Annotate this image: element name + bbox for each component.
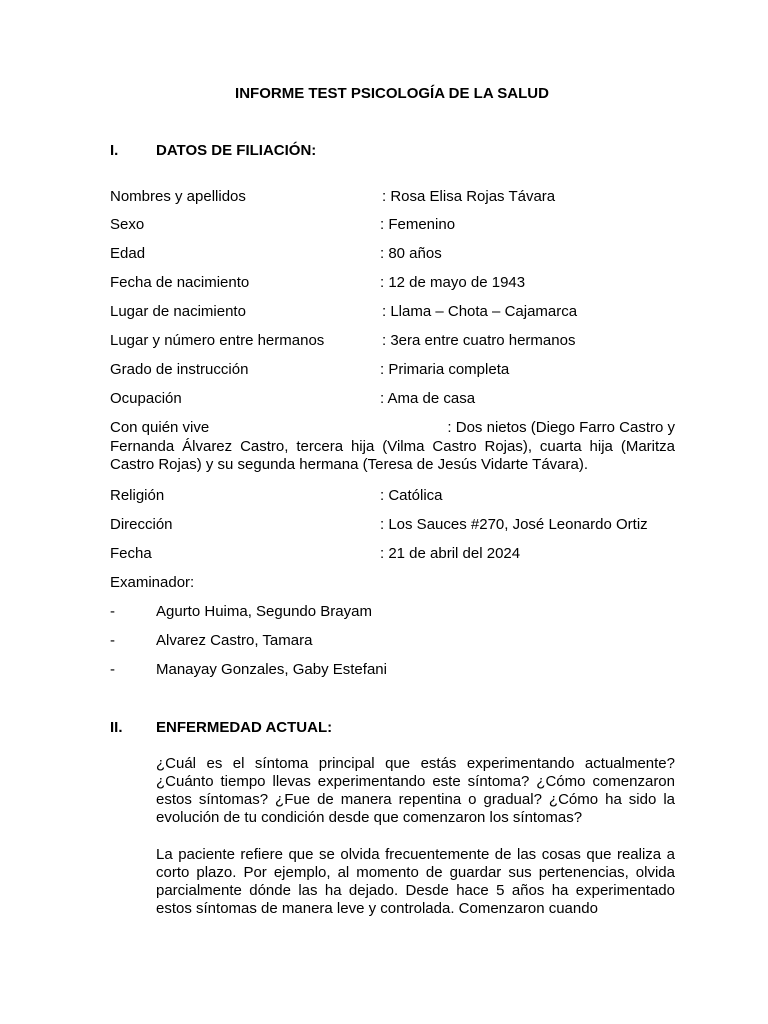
label-ocupacion: Ocupación	[110, 390, 182, 407]
section-number-1: I.	[110, 142, 119, 159]
examinador-name: Agurto Huima, Segundo Brayam	[156, 603, 372, 620]
document-title: INFORME TEST PSICOLOGÍA DE LA SALUD	[235, 85, 549, 102]
label-examinador: Examinador:	[110, 574, 195, 591]
value-instruccion: : Primaria completa	[380, 361, 510, 378]
value-nombres: : Rosa Elisa Rojas Távara	[382, 188, 556, 205]
value-lugar-nacimiento: : Llama – Chota – Cajamarca	[382, 303, 578, 320]
value-direccion: : Los Sauces #270, José Leonardo Ortiz	[380, 516, 648, 533]
examinador-name: Alvarez Castro, Tamara	[156, 632, 313, 649]
label-con-quien-vive: Con quién vive	[110, 419, 210, 436]
examinador-dash: -	[110, 661, 115, 678]
section-heading-datos: DATOS DE FILIACIÓN:	[156, 142, 317, 159]
label-fecha-nacimiento: Fecha de nacimiento	[110, 274, 250, 291]
label-religion: Religión	[110, 487, 165, 504]
value-edad: : 80 años	[380, 245, 442, 262]
value-ocupacion: : Ama de casa	[380, 390, 476, 407]
value-con-quien-vive-line1: : Dos nietos (Diego Farro Castro y	[447, 419, 675, 436]
examinador-dash: -	[110, 603, 115, 620]
examinador-name: Manayay Gonzales, Gaby Estefani	[156, 661, 387, 678]
label-instruccion: Grado de instrucción	[110, 361, 249, 378]
section-number-2: II.	[110, 719, 123, 736]
section-heading-enfermedad: ENFERMEDAD ACTUAL:	[156, 719, 333, 736]
examinador-dash: -	[110, 632, 115, 649]
label-lugar-nacimiento: Lugar de nacimiento	[110, 303, 246, 320]
label-edad: Edad	[110, 245, 146, 262]
label-nombres: Nombres y apellidos	[110, 188, 246, 205]
value-fecha-nacimiento: : 12 de mayo de 1943	[380, 274, 526, 291]
paragraph-patient-report: La paciente refiere que se olvida frecuentemente de las cosas que realiza a corto plazo. Por ejemplo, al momento de guardar sus pertenencias, olvida parcialmente dónde las ha dejado. Desde hace 5 años ha experimentado estos síntomas de manera leve y controlada. Comenzaron cuando	[156, 846, 675, 917]
value-fecha: : 21 de abril del 2024	[380, 545, 521, 562]
value-sexo: : Femenino	[380, 216, 456, 233]
value-religion: : Católica	[380, 487, 443, 504]
value-hermanos: : 3era entre cuatro hermanos	[382, 332, 576, 349]
label-sexo: Sexo	[110, 216, 145, 233]
label-hermanos: Lugar y número entre hermanos	[110, 332, 325, 349]
label-fecha: Fecha	[110, 545, 152, 562]
paragraph-questions: ¿Cuál es el síntoma principal que estás experimentando actualmente? ¿Cuánto tiempo llevas experimentando este síntoma? ¿Cómo comenzaron estos síntomas? ¿Fue de manera repentina o gradual? ¿Cómo ha sido la evolución de tu condición desde que comenzaron los síntomas?	[156, 755, 675, 826]
value-con-quien-vive-continuation: Fernanda Álvarez Castro, tercera hija (Vilma Castro Rojas), cuarta hija (Maritza Castro Rojas) y su segunda hermana (Teresa de Jesús Vidarte Távara).	[110, 438, 675, 473]
label-direccion: Dirección	[110, 516, 173, 533]
